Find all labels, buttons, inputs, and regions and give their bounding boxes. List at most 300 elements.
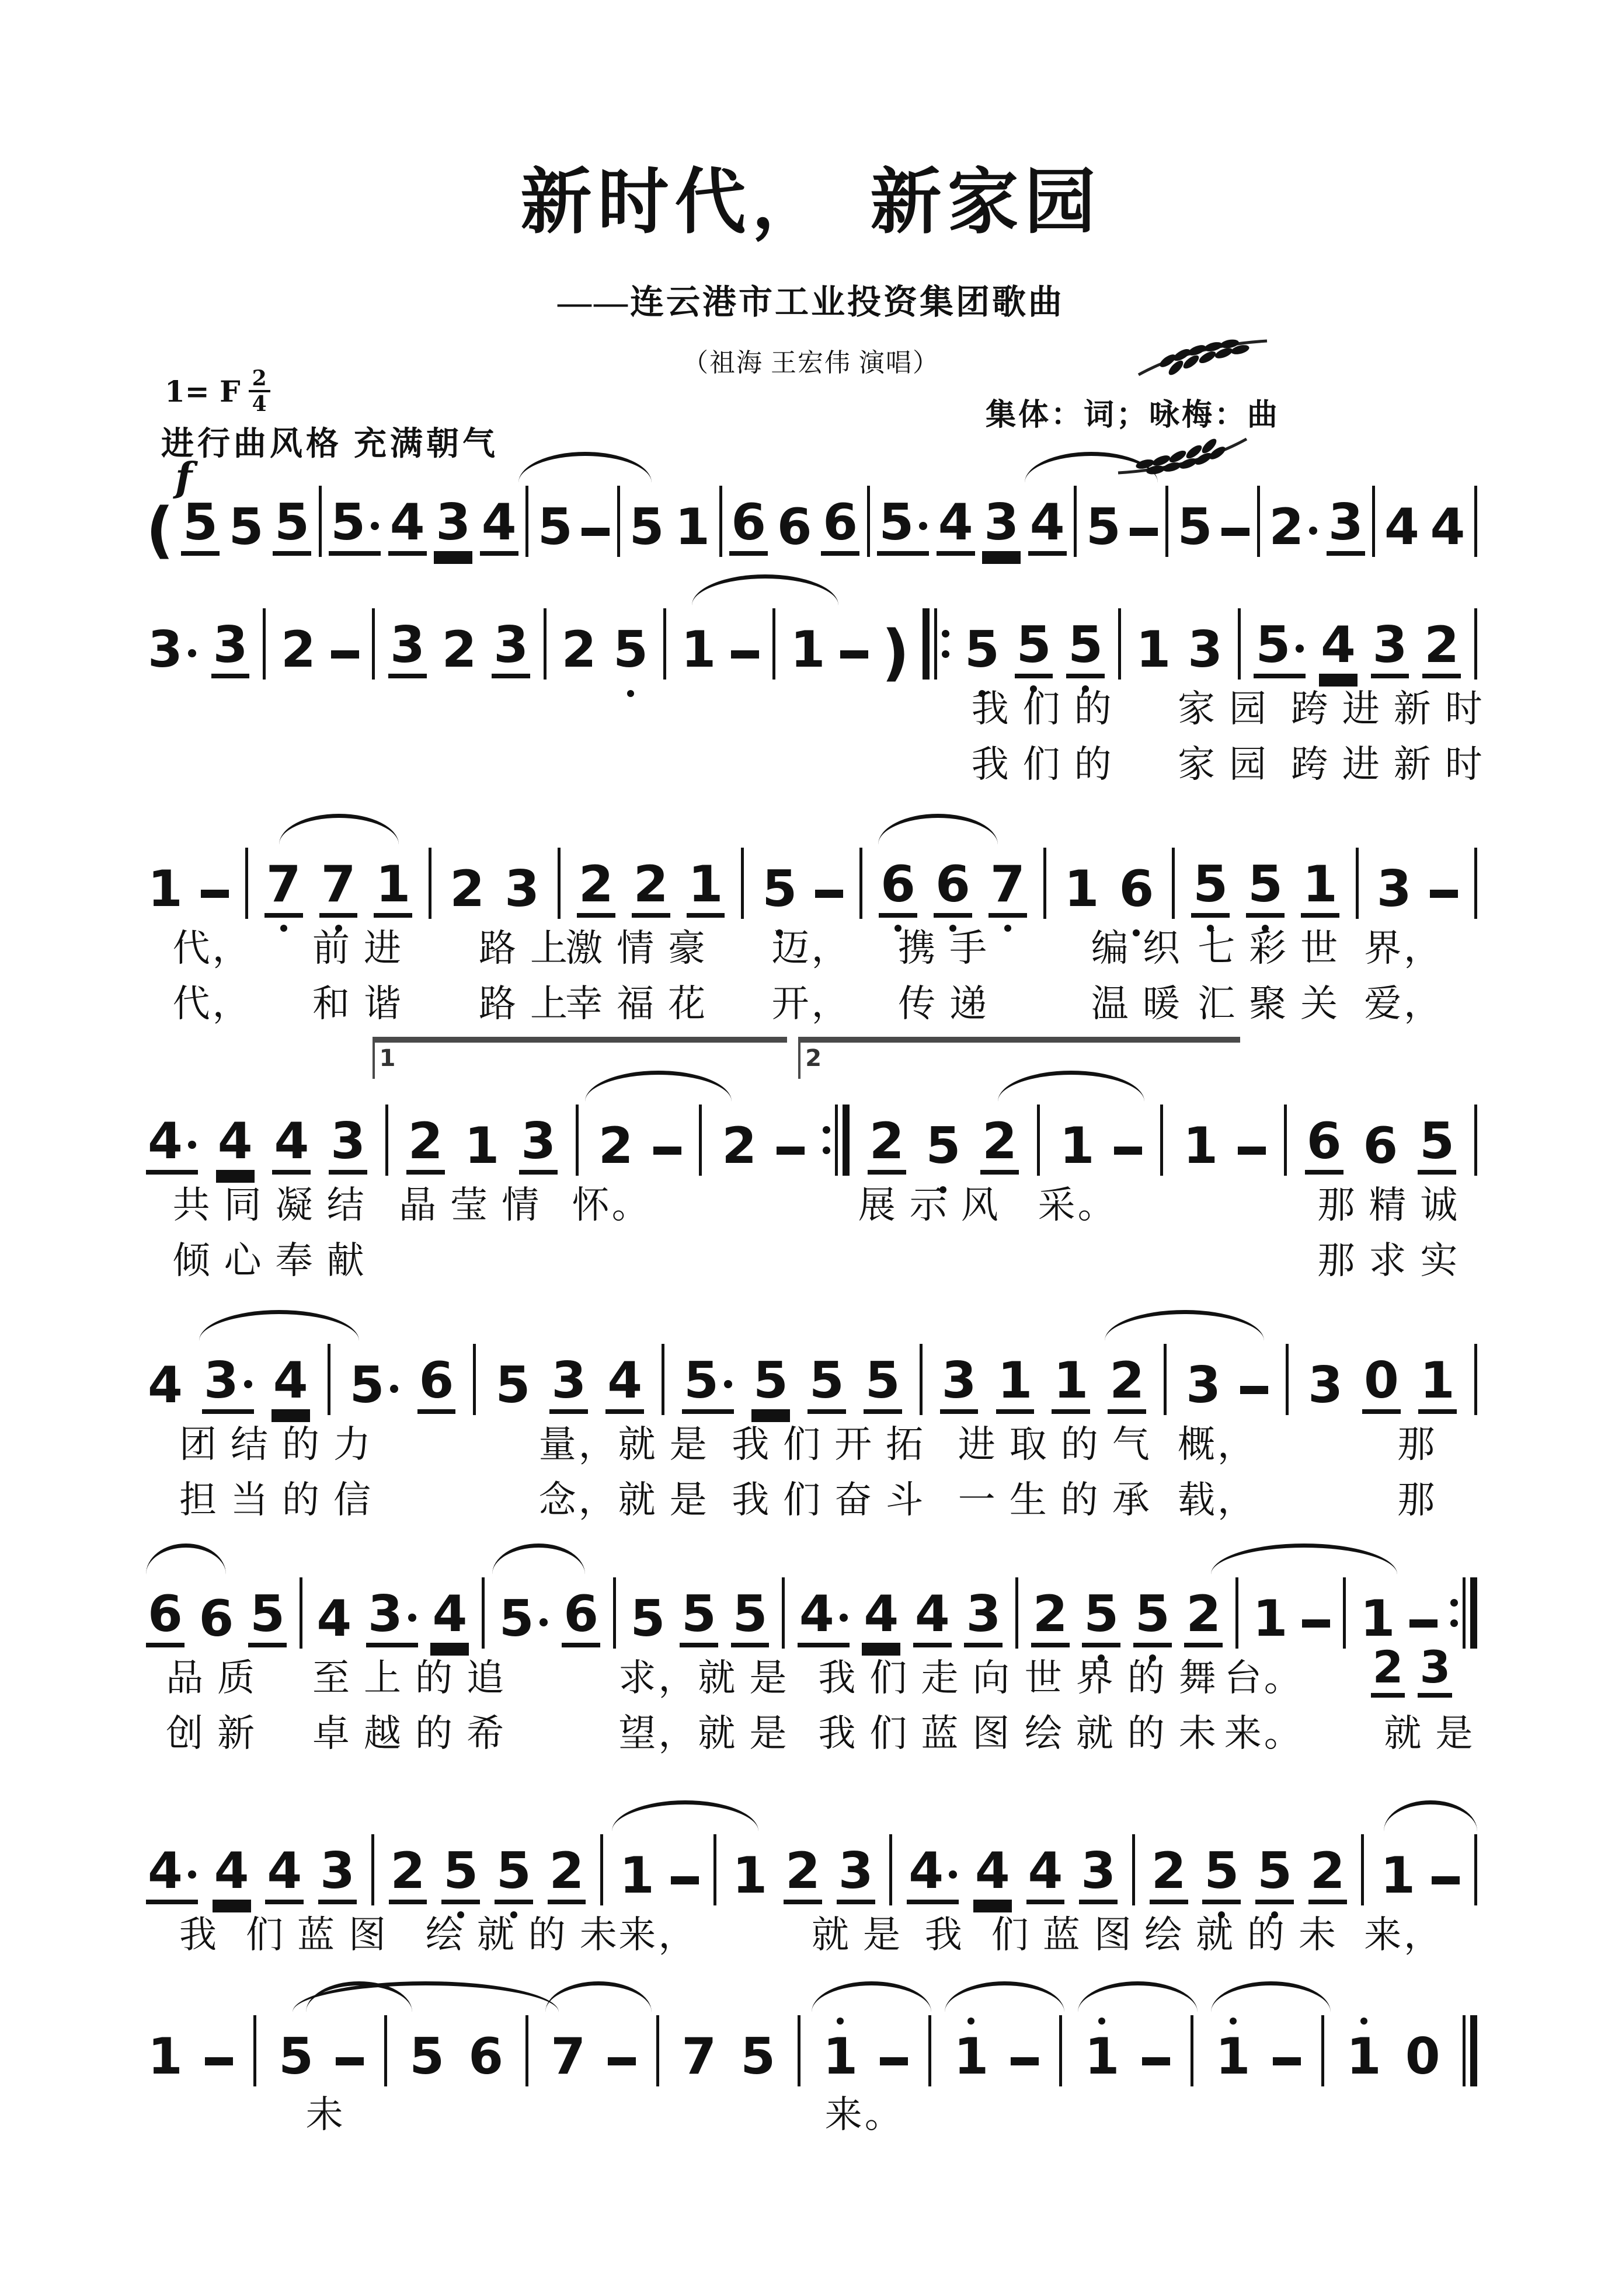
note-digit: 4 [273,1351,308,1410]
lyric-segment: 未 [305,2094,346,2135]
note-token [807,1351,846,1414]
note-token [146,621,198,679]
note-token [868,1112,906,1175]
note-token [837,1842,875,1904]
note-digit: 2 [1372,1641,1404,1693]
note-token [1422,616,1461,678]
note-token [1383,498,1421,556]
note-digit: 5 [1134,1585,1170,1643]
dash-extension [336,2057,364,2065]
note-token [1418,1351,1457,1414]
note-digit: 2 [982,1112,1017,1170]
dash-extension [1114,1147,1142,1155]
note-digit: 3 [148,621,183,679]
note-digit: 5 [274,493,309,552]
lyric-segment: 跨 进 新 时 [1290,688,1485,730]
note-token [877,493,929,556]
lyric-segment: 开， [771,983,851,1025]
note-digit: 6 [935,855,970,914]
barline [798,2015,800,2086]
note-digit: 3 [1376,860,1412,918]
augmentation-dot [371,522,379,530]
barline [1191,2015,1193,2086]
note-digit: 4 [148,1356,183,1414]
repeat-start-sign [923,608,949,680]
note-token [1345,2027,1383,2086]
barline [1037,1105,1040,1176]
octave-dot-above [1230,2018,1237,2025]
note-digit: 6 [880,855,916,914]
note-digit: 5 [681,1585,716,1643]
lyric-segment: 编 织 [1091,928,1182,969]
time-signature-denominator: 4 [252,392,267,416]
note-digit: 1 [1215,2027,1251,2086]
note-digit: 2 [1186,1585,1221,1643]
key-signature: 1= F [165,374,241,409]
note-digit: 1 [823,2027,858,2086]
barline [889,1834,892,1905]
note-digit: 4 [481,493,517,552]
note-token [687,855,725,918]
note-digit: 1 [1136,621,1171,679]
barline [371,1834,374,1905]
note-token [1186,621,1224,679]
lyric-segment: 展 示 风 [858,1184,1001,1226]
dash-extension [582,528,610,536]
volta-bracket-2 [798,1037,1240,1079]
note-digit: 4 [974,1842,1010,1900]
tempo-marking: 进行曲风格 充满朝气 [161,426,499,462]
octave-dot-above [1098,2018,1105,2025]
note-token [329,1112,367,1175]
note-token [1181,1117,1220,1175]
note-token [1404,2027,1442,2086]
barline [1474,1105,1477,1176]
barline [328,1344,330,1415]
note-token [682,1351,734,1414]
octave-dot-above [837,2018,844,2025]
note-token [913,1585,952,1647]
note-token [389,1842,427,1904]
note-digit: 5 [1257,1842,1292,1900]
lyric-segment: 代， [172,928,252,969]
lyric-segment: 路 上 [479,928,570,969]
system-7 [146,1827,1477,1956]
note-digit: 4 [938,493,973,552]
note-digit: 2 [785,1842,820,1900]
lyric-segment: 我 们 的 [971,688,1114,730]
volta-bracket-1 [373,1037,788,1079]
lyric-segment: 团 结 的 力 [179,1424,373,1465]
barline [1074,486,1077,557]
note-token [146,1112,198,1175]
note-digit: 6 [823,493,858,552]
lyric-segment: 就 是 [1384,1713,1475,1754]
dash-extension [880,2057,908,2065]
octave-dot-above [967,2018,974,2025]
augmentation-dot [840,1614,848,1622]
lyrics-row-1 [146,1658,1477,1708]
note-digit: 5 [409,2027,445,2086]
barline [1132,1834,1135,1905]
lyrics-row-2 [146,1713,1477,1764]
repeat-dots [1450,1599,1458,1627]
note-token [720,1117,758,1175]
barline [525,2015,528,2086]
note-token [146,1585,185,1647]
note-token [408,2027,446,2086]
note-digit: 4 [316,1590,352,1648]
lyric-segment: 绘 就 的 未 [1144,1914,1338,1956]
note-token [1082,1585,1120,1647]
note-digit: 4 [1384,498,1419,556]
note-digit: 3 [1081,1842,1116,1900]
system-8 [146,2008,1477,2135]
augmentation-dot [724,1380,732,1388]
barline [319,486,322,557]
dash-extension [1011,2057,1039,2065]
volta-label: 2 [805,1045,822,1072]
barline [1118,608,1121,680]
lyric-segment: 和 谐 [312,983,403,1025]
glyph [1463,1577,1466,1649]
lyric-segment: 就 是 [812,1914,903,1956]
dash-extension [815,890,843,898]
note-digit: 1 [688,855,723,914]
dash-extension [1238,1147,1266,1155]
barline [525,486,528,557]
note-digit: 2 [390,1842,426,1900]
note-digit: 4 [214,1842,249,1900]
note-digit: 2 [450,860,485,918]
note-token [248,1585,287,1647]
note-token [430,1585,469,1647]
note-token [1308,1842,1347,1904]
lyric-segment: 我 [179,1914,219,1956]
barline [263,608,266,680]
note-digit: 4 [799,1585,834,1643]
laurel-branch-top-icon [1133,334,1273,381]
note-digit: 3 [504,860,539,918]
note-token [739,2027,777,2086]
note-token [388,616,427,678]
repeat-end-sign [1450,1577,1477,1649]
note-token [1058,1117,1097,1175]
time-signature [249,368,270,414]
glyph [942,630,949,637]
note-token [441,1842,480,1904]
note-token [417,1351,456,1414]
lyric-segment: 那 [1397,1424,1437,1465]
note-token [982,493,1021,556]
note-digit: 7 [681,2027,717,2086]
barline [1361,1834,1364,1905]
barline [663,608,666,680]
note-token [146,1842,198,1904]
note-digit: 6 [199,1590,234,1648]
note-token [1371,616,1409,678]
barline [741,848,744,919]
note-digit: 5 [279,2027,314,2086]
barline [928,2015,931,2086]
note-token [628,1590,667,1648]
note-token [492,616,530,678]
note-digit: 4 [914,1585,950,1643]
barline [482,1577,485,1649]
lyric-segment: 幸 福 花 [565,983,708,1025]
note-digit: 5 [495,1356,531,1414]
note-token [937,493,975,556]
lyric-segment: 卓 越 的 希 [312,1713,506,1754]
note-token [1267,498,1319,556]
note-token [273,493,311,556]
barline [617,486,620,557]
barline [1343,1577,1346,1649]
note-digit: 5 [613,621,648,679]
notation-row [146,1337,1477,1414]
note-digit: 3 [1188,621,1223,679]
song-title: 新时代， 新家园 [520,163,1102,242]
glyph [823,1147,830,1154]
lyric-segment: 代， [172,983,252,1025]
note-digit: 2 [598,1117,634,1175]
lyric-segment: 我 们 蓝 图 [818,1713,1012,1754]
glyph [934,608,937,680]
note-token [775,498,814,556]
barline [713,1834,716,1905]
note-token [1052,1351,1090,1414]
barline [384,2015,387,2086]
credits-line: 集体：词；咏梅：曲 [986,399,1280,432]
note-token [1418,1112,1456,1175]
barline [1043,848,1046,919]
note-digit: 7 [321,855,356,914]
note-token [279,621,318,679]
note-digit: 3 [1308,1356,1343,1414]
note-token [1184,1356,1223,1414]
note-digit: 3 [367,1585,403,1643]
note-digit: 2 [869,1112,904,1170]
note-digit: 2 [1269,498,1304,556]
barline [1286,1344,1289,1415]
note-token [440,621,479,679]
note-token [493,1356,532,1414]
note-digit: 3 [330,1112,366,1170]
note-digit: 5 [1084,1585,1119,1643]
note-token [388,493,427,556]
note-digit: 3 [521,1112,556,1170]
barline [576,1105,579,1176]
note-token [495,1842,533,1904]
note-token [821,2027,859,2086]
note-token [213,1842,251,1904]
system-2 [146,601,1485,785]
note-token [577,855,615,918]
note-token [434,493,472,556]
note-token [519,1112,558,1175]
note-digit: 5 [1068,616,1103,674]
note-digit: 1 [681,621,716,679]
note-digit: 4 [274,1112,309,1170]
dash-extension [1409,1619,1437,1628]
dash-extension [331,650,359,659]
note-token [272,1351,310,1414]
note-digit: 3 [203,1351,239,1410]
note-token [467,2027,505,2086]
lyric-segment: 七 彩 世 [1198,928,1341,969]
note-token [988,855,1027,918]
note-token [1429,498,1467,556]
dash-extension [1240,1386,1268,1394]
lyric-segment: 们 蓝 图 [246,1914,388,1956]
note-digit: 1 [1302,855,1338,914]
note-digit: 5 [809,1351,844,1410]
note-digit: 3 [838,1842,873,1900]
lyric-segment: 求，就 是 [618,1657,789,1699]
note-token [548,1842,586,1904]
note-token [1184,1585,1223,1647]
note-digit: 1 [1346,2027,1381,2086]
barline [600,1834,603,1905]
note-token [1301,855,1339,918]
lyric-segment: 担 当 的 信 [179,1479,373,1521]
note-token [628,498,666,556]
note-digit: 5 [684,1351,719,1410]
note-token [216,1112,255,1175]
song-subtitle: ——连云港市工业投资集团歌曲 [557,283,1064,321]
glyph [942,650,949,658]
note-token [597,1117,635,1175]
note-digit: 1 [1064,860,1099,918]
system-1 [146,479,1477,566]
note-token [731,1585,770,1647]
augmentation-dot [188,1141,196,1149]
note-digit: 2 [1310,1842,1345,1900]
note-token [1133,1585,1172,1647]
barline [1235,1577,1238,1649]
augmentation-dot [949,1870,957,1879]
note-digit: 1 [1084,2027,1120,2086]
note-token [1026,1842,1065,1904]
dash-extension [1142,2057,1170,2065]
note-token [227,498,266,556]
note-digit: 1 [997,1351,1033,1410]
notation-row [146,1570,1477,1647]
dash-extension [1302,1619,1330,1628]
note-digit: 1 [1059,1117,1095,1175]
barline [1172,848,1175,919]
note-digit: 1 [1183,1117,1219,1175]
note-token [1246,855,1285,918]
note-token [549,2027,587,2086]
note-digit: 3 [493,616,529,674]
note-token [1079,1842,1118,1904]
lyric-segment: 爱， [1364,983,1444,1025]
note-token [729,493,768,556]
note-digit: 2 [280,621,316,679]
note-digit: 2 [441,621,477,679]
glyph [843,1105,850,1176]
note-digit: 3 [551,1351,587,1410]
note-token [821,493,859,556]
note-token [1191,855,1230,918]
lyric-segment: 激 情 豪 [565,928,708,969]
note-token [934,855,972,918]
note-token [146,1356,185,1414]
note-token [1031,1585,1070,1647]
lyric-segment: 跨 进 新 时 [1290,744,1485,785]
lyric-segment: 来。 [1224,1713,1304,1754]
note-digit: 1 [1053,1351,1089,1410]
lyric-segment: 晶 莹 情 [399,1184,542,1226]
lyric-segment: 我 [924,1914,965,1956]
lyrics-row-1 [146,1424,1477,1475]
note-digit: 2 [722,1117,757,1175]
barline [1356,848,1359,919]
note-digit: 2 [633,855,669,914]
note-digit: 5 [732,1585,768,1643]
barline [656,2015,659,2086]
dash-extension [840,650,868,659]
note-digit: 4 [389,493,425,552]
note-digit: 1 [148,2027,183,2086]
note-digit: 5 [1204,1842,1240,1900]
note-digit: 3 [436,493,471,552]
note-token [751,1351,790,1414]
note-token [562,1585,600,1647]
dash-extension [205,2057,233,2065]
lyric-segment: 念，就 是 [538,1479,709,1521]
barline [245,848,248,919]
note-digit: 3 [213,616,248,674]
repeat-end-sign [823,1105,850,1176]
note-token [730,1846,769,1905]
note-digit: 5 [496,1842,531,1900]
lyric-segment: 品 质 [166,1657,257,1699]
note-token [1176,498,1214,556]
lyric-segment: 采。 [1038,1184,1118,1226]
dynamic-marking: f [175,454,193,501]
note-token [673,498,712,556]
barline [772,608,775,680]
dash-extension [653,1147,681,1155]
lyric-segment: 来。 [824,2094,904,2135]
lyric-segment: 绘 就 的 未 [425,1914,619,1956]
glyph [835,1105,838,1176]
performers-line: （祖海 王宏伟 演唱） [683,349,939,377]
note-digit: 4 [432,1585,468,1643]
dash-extension [1221,528,1249,536]
dash-extension [608,2057,636,2065]
note-token [319,855,358,918]
note-digit: 2 [1424,616,1460,674]
note-token [264,855,303,918]
note-digit: 3 [1186,1356,1221,1414]
note-digit: 5 [740,2027,776,2086]
dash-extension [1130,528,1158,536]
lyric-segment: 绘 就 的 未 [1024,1713,1219,1754]
note-token [1379,1846,1417,1905]
note-digit: 5 [443,1842,479,1900]
note-token [329,493,381,556]
note-token [940,1351,979,1414]
note-digit: 3 [1372,616,1408,674]
note-digit: 7 [551,2027,586,2086]
note-digit: 0 [1405,2027,1440,2086]
barline [782,1577,785,1649]
note-token [272,1112,311,1175]
note-digit: 1 [619,1846,655,1905]
